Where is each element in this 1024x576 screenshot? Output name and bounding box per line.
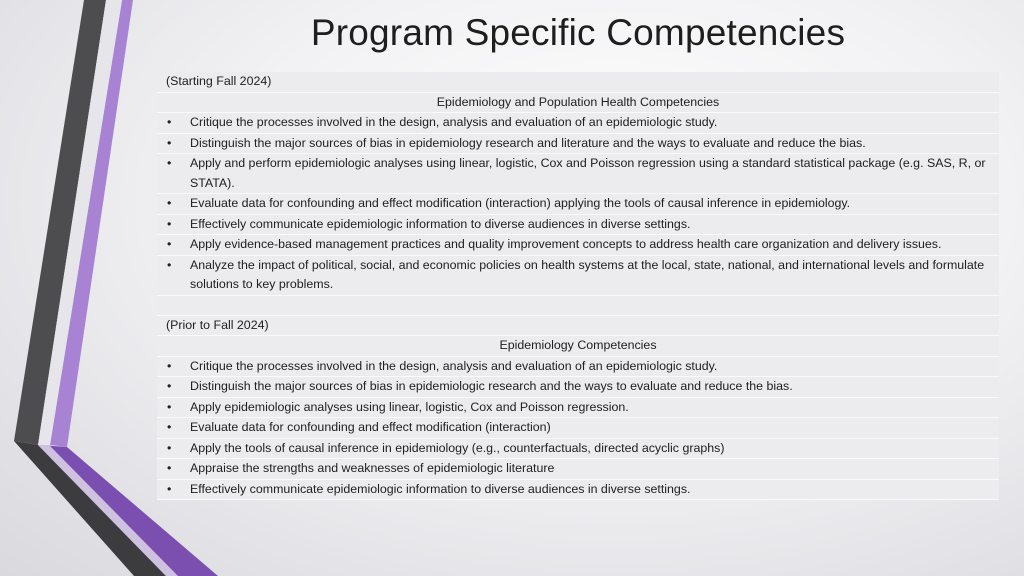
item-text: Apply epidemiologic analyses using linear, logistic, Cox and Poisson regression. — [190, 399, 629, 414]
bullet-marker: • — [167, 237, 172, 251]
item-text: Critique the processes involved in the design, analysis and evaluation of an epidemiologic study. — [190, 358, 718, 373]
section2-item-5 — [157, 439, 999, 460]
item-text: Distinguish the major sources of bias in epidemiology research and literature and the ways to evaluate and reduce the bias. — [190, 135, 866, 150]
item-text: Effectively communicate epidemiologic information to diverse audiences in diverse settings. — [190, 216, 691, 231]
bullet-marker: • — [167, 156, 172, 170]
section1-heading: Epidemiology and Population Health Competencies — [157, 93, 999, 114]
section1-item-2 — [157, 134, 999, 155]
section2-item-3 — [157, 398, 999, 419]
item-text: Analyze the impact of political, social, and economic policies on health systems at the local, state, national, and international levels and formulate solutions to key problems. — [190, 257, 985, 291]
bullet-marker: • — [167, 115, 172, 129]
bullet-marker: • — [167, 440, 172, 455]
section1-item-1 — [157, 113, 999, 134]
bullet-marker: • — [167, 216, 172, 231]
item-text: Appraise the strengths and weaknesses of epidemiologic literature — [190, 461, 555, 475]
bullet-marker: • — [167, 399, 172, 414]
page-title: Program Specific Competencies — [310, 12, 846, 53]
bullet-marker: • — [167, 461, 172, 475]
section2-item-1 — [157, 357, 999, 378]
item-text: Evaluate data for confounding and effect modification (interaction) — [190, 420, 551, 434]
item-text: Critique the processes involved in the design, analysis and evaluation of an epidemiologic study. — [190, 115, 718, 129]
bullet-marker: • — [167, 257, 172, 272]
bullet-marker: • — [167, 379, 172, 393]
bullet-marker: • — [167, 196, 172, 210]
section2-item-7 — [157, 480, 999, 501]
section1-label: (Starting Fall 2024) — [157, 72, 999, 93]
item-text: Apply evidence-based management practices and quality improvement concepts to address health care organization and delivery issues. — [190, 237, 942, 251]
bullet-marker: • — [167, 358, 172, 373]
item-text: Apply the tools of causal inference in epidemiology (e.g., counterfactuals, directed acyclic graphs) — [190, 440, 725, 455]
bullet-marker: • — [167, 420, 172, 434]
section1-item-5 — [157, 215, 999, 236]
bullet-marker: • — [167, 135, 172, 150]
item-text: Distinguish the major sources of bias in epidemiologic research and the ways to evaluate and reduce the bias. — [190, 379, 793, 393]
section1-item-3 — [157, 154, 999, 194]
item-text: Effectively communicate epidemiologic information to diverse audiences in diverse settings. — [190, 481, 691, 496]
item-text: Apply and perform epidemiologic analyses using linear, logistic, Cox and Poisson regression using a standard statistical package (e.g. SAS, R, or STATA). — [190, 156, 986, 190]
spacer-row — [157, 296, 999, 316]
section1-item-6 — [157, 235, 999, 256]
section2-item-2 — [157, 377, 999, 398]
section2-heading: Epidemiology Competencies — [157, 336, 999, 357]
section2-item-6 — [157, 459, 999, 480]
section1-item-4 — [157, 194, 999, 215]
dark-stripe-lower — [14, 441, 166, 576]
section2-item-4 — [157, 418, 999, 439]
item-text: Evaluate data for confounding and effect modification (interaction) applying the tools of causal inference in epidemiology. — [190, 196, 851, 210]
bullet-marker: • — [167, 481, 172, 496]
competencies-table — [157, 72, 999, 500]
section1-item-7 — [157, 256, 999, 296]
section2-label: (Prior to Fall 2024) — [157, 316, 999, 337]
